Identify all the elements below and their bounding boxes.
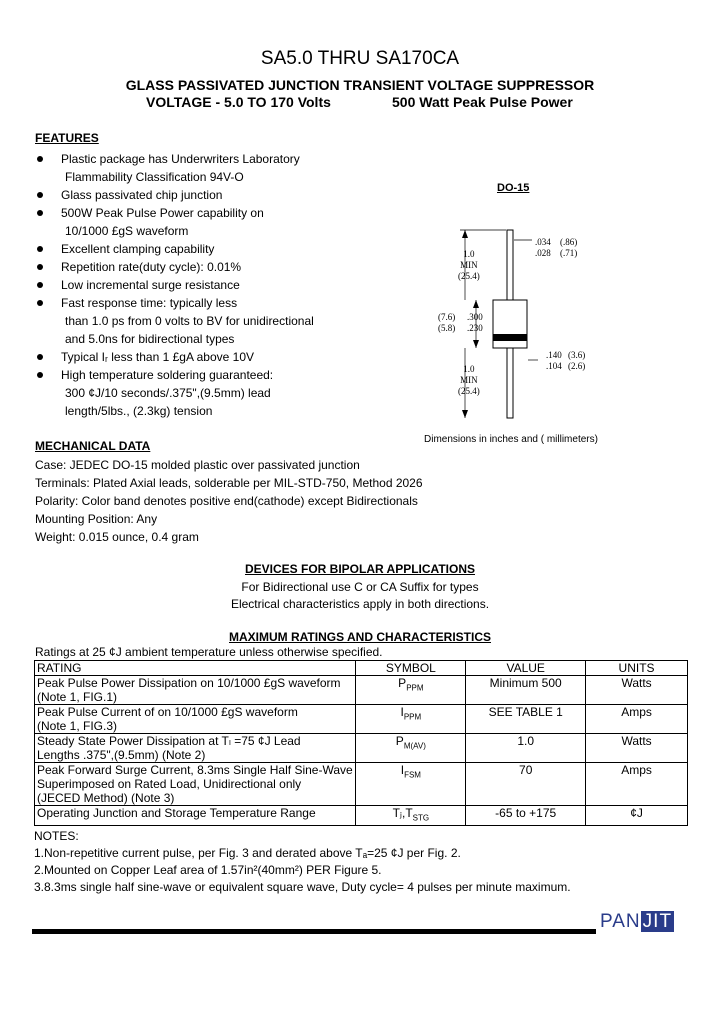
- top-lead-length: 1.0 MIN (25.4): [458, 249, 480, 281]
- ratings-intro: Ratings at 25 ¢J ambient temperature unless otherwise specified.: [35, 645, 383, 659]
- rating-cell: Operating Junction and Storage Temperature Range: [35, 806, 356, 826]
- feature-line: [35, 168, 375, 186]
- symbol-cell: [356, 734, 466, 763]
- logo-part-2: JIT: [642, 911, 673, 932]
- feature-text: Low incremental surge resistance: [61, 278, 240, 292]
- units-cell: ¢J: [586, 806, 688, 826]
- units-cell: Watts: [586, 734, 688, 763]
- symbol-main: P: [398, 676, 407, 690]
- symbol-main: P: [395, 734, 404, 748]
- note-1: 1.Non-repetitive current pulse, per Fig. 3 and derated above Tₐ=25 ¢J per Fig. 2.: [34, 846, 461, 860]
- table-row: [35, 705, 688, 734]
- rating-cell: Steady State Power Dissipation at Tₗ =75 ¢J Lead Lengths .375",(9.5mm) (Note 2): [35, 734, 356, 763]
- lead-diameter-in: .034 .028: [535, 237, 551, 258]
- feature-line: [35, 276, 375, 294]
- symbol-main: I: [400, 705, 404, 719]
- body-diameter-mm: (3.6) (2.6): [568, 350, 586, 371]
- feature-line: [35, 204, 375, 222]
- col-value: VALUE: [466, 661, 586, 676]
- symbol-subscript: STG: [412, 813, 430, 823]
- feature-line: [35, 366, 375, 384]
- bipolar-heading: DEVICES FOR BIPOLAR APPLICATIONS: [244, 562, 475, 576]
- notes-heading: NOTES:: [34, 829, 79, 843]
- mechanical-line: Case: JEDEC DO-15 molded plastic over passivated junction: [35, 458, 360, 472]
- bullet-icon: [37, 156, 43, 162]
- feature-text: High temperature soldering guaranteed:: [61, 368, 274, 382]
- rating-cell: Peak Pulse Power Dissipation on 10/1000 £gS waveform (Note 1, FIG.1): [35, 676, 356, 705]
- units-cell: Amps: [586, 763, 688, 806]
- body-length-in: .300 .230: [467, 312, 483, 333]
- feature-text: Plastic package has Underwriters Laboratory: [61, 152, 300, 166]
- features-heading: FEATURES: [35, 131, 99, 145]
- col-rating: RATING: [35, 661, 356, 676]
- bullet-icon: [37, 282, 43, 288]
- mechanical-line: Weight: 0.015 ounce, 0.4 gram: [35, 530, 199, 544]
- feature-line: [35, 312, 375, 330]
- feature-text: Glass passivated chip junction: [61, 188, 223, 202]
- units-cell: Amps: [586, 705, 688, 734]
- symbol-subscript: PPM: [403, 712, 422, 722]
- mechanical-heading: MECHANICAL DATA: [35, 439, 151, 453]
- feature-line: [35, 294, 375, 312]
- bullet-icon: [37, 246, 43, 252]
- package-label: DO-15: [497, 182, 530, 194]
- peak-power: 500 Watt Peak Pulse Power: [392, 94, 573, 110]
- feature-text: Excellent clamping capability: [61, 242, 215, 256]
- symbol-cell: [356, 676, 466, 705]
- symbol-main: Tⱼ,T: [392, 806, 413, 820]
- table-row: [35, 734, 688, 763]
- feature-text: and 5.0ns for bidirectional types: [65, 332, 235, 346]
- feature-line: [35, 258, 375, 276]
- table-header-row: [35, 661, 688, 676]
- page-title: SA5.0 THRU SA170CA: [260, 48, 460, 69]
- bullet-icon: [37, 192, 43, 198]
- feature-text: 300 ¢J/10 seconds/.375",(9.5mm) lead: [65, 386, 271, 400]
- value-cell: Minimum 500: [466, 676, 586, 705]
- body-length-mm: (7.6) (5.8): [438, 312, 456, 333]
- voltage-range: VOLTAGE - 5.0 TO 170 Volts: [146, 94, 331, 110]
- note-2: 2.Mounted on Copper Leaf area of 1.57in²(40mm²) PER Figure 5.: [34, 863, 382, 877]
- feature-line: [35, 348, 375, 366]
- product-subtitle: GLASS PASSIVATED JUNCTION TRANSIENT VOLTAGE SUPPRESSOR: [125, 77, 595, 93]
- symbol-subscript: M(AV): [403, 741, 426, 751]
- bipolar-line-2: Electrical characteristics apply in both directions.: [230, 597, 490, 611]
- units-cell: Watts: [586, 676, 688, 705]
- bipolar-line-1: For Bidirectional use C or CA Suffix for types: [241, 580, 479, 594]
- mechanical-list: [35, 456, 485, 546]
- footer-rule: [32, 929, 596, 934]
- mechanical-line: Terminals: Plated Axial leads, solderable per MIL-STD-750, Method 2026: [35, 476, 423, 490]
- symbol-subscript: PPM: [406, 683, 424, 693]
- feature-line: [35, 222, 375, 240]
- feature-line: [35, 384, 375, 402]
- value-cell: 1.0: [466, 734, 586, 763]
- symbol-cell: [356, 763, 466, 806]
- rating-cell: Peak Pulse Current of on 10/1000 £gS waveform (Note 1, FIG.3): [35, 705, 356, 734]
- symbol-subscript: FSM: [404, 770, 421, 780]
- feature-line: [35, 402, 375, 420]
- feature-text: 10/1000 £gS waveform: [65, 224, 189, 238]
- bullet-icon: [37, 372, 43, 378]
- bullet-icon: [37, 354, 43, 360]
- symbol-cell: [356, 806, 466, 826]
- bottom-lead-length: 1.0 MIN (25.4): [458, 364, 480, 396]
- bullet-icon: [37, 264, 43, 270]
- value-cell: SEE TABLE 1: [466, 705, 586, 734]
- feature-text: than 1.0 ps from 0 volts to BV for unidirectional: [65, 314, 314, 328]
- table-row: [35, 676, 688, 705]
- ratings-heading: MAXIMUM RATINGS AND CHARACTERISTICS: [229, 630, 491, 644]
- symbol-main: I: [400, 763, 405, 777]
- lead-diameter-mm: (.86) (.71): [560, 237, 578, 258]
- feature-text: 500W Peak Pulse Power capability on: [61, 206, 264, 220]
- feature-line: [35, 240, 375, 258]
- body-diameter-in: .140 .104: [546, 350, 562, 371]
- logo-part-1: PAN: [600, 911, 641, 932]
- value-cell: -65 to +175: [466, 806, 586, 826]
- value-cell: 70: [466, 763, 586, 806]
- do15-diagram: [420, 180, 620, 450]
- col-symbol: SYMBOL: [356, 661, 466, 676]
- feature-line: [35, 330, 375, 348]
- table-row: [35, 763, 688, 806]
- feature-text: Flammability Classification 94V-O: [65, 170, 244, 184]
- table-row: [35, 806, 688, 826]
- mechanical-line: Mounting Position: Any: [35, 512, 158, 526]
- feature-text: Typical Iᵣ less than 1 £gA above 10V: [61, 350, 255, 364]
- bullet-icon: [37, 210, 43, 216]
- feature-line: [35, 150, 375, 168]
- col-units: UNITS: [586, 661, 688, 676]
- feature-text: Fast response time: typically less: [61, 296, 238, 310]
- ratings-table: [34, 660, 688, 826]
- features-list: [35, 150, 375, 420]
- symbol-cell: [356, 705, 466, 734]
- feature-text: Repetition rate(duty cycle): 0.01%: [61, 260, 242, 274]
- feature-text: length/5lbs., (2.3kg) tension: [65, 404, 213, 418]
- panjit-logo: [600, 911, 674, 933]
- rating-cell: Peak Forward Surge Current, 8.3ms Single Half Sine-Wave Superimposed on Rated Load, Unidirectional only (JECED Method) (Note 3): [35, 763, 356, 806]
- dimension-caption: Dimensions in inches and ( millimeters): [424, 434, 598, 445]
- bullet-icon: [37, 300, 43, 306]
- note-3: 3.8.3ms single half sine-wave or equivalent square wave, Duty cycle= 4 pulses per minute maximum.: [34, 880, 571, 894]
- mechanical-line: Polarity: Color band denotes positive end(cathode) except Bidirectionals: [35, 494, 418, 508]
- feature-line: [35, 186, 375, 204]
